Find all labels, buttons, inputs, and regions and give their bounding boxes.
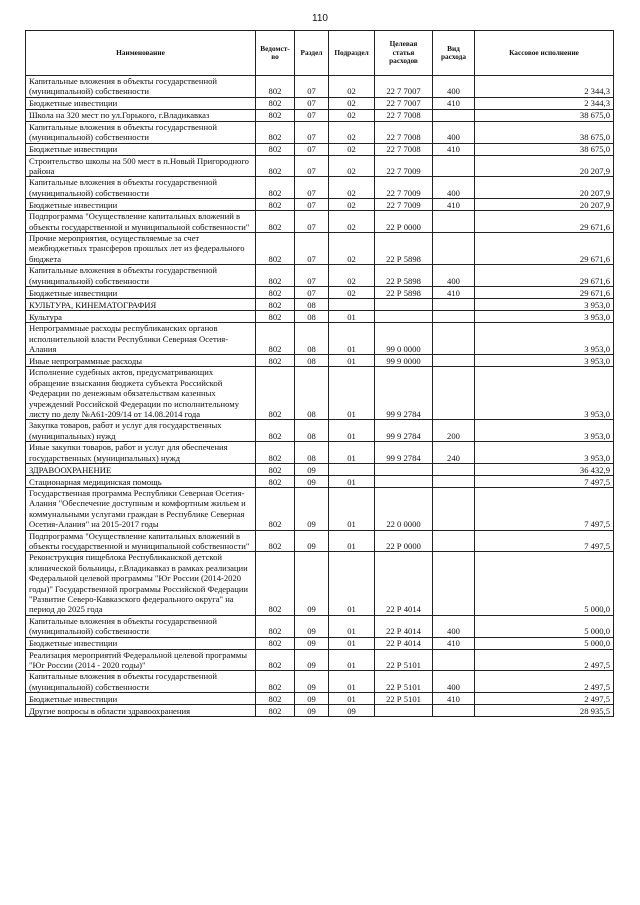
cell-cash-execution: 5 000,0	[475, 637, 614, 649]
cell-expense-type	[433, 323, 475, 355]
cell-cash-execution: 29 671,6	[475, 265, 614, 287]
header-subsection: Подраздел	[329, 31, 375, 76]
cell-subsection: 01	[329, 552, 375, 615]
cell-subsection: 01	[329, 671, 375, 693]
cell-department: 802	[256, 649, 295, 671]
cell-subsection: 02	[329, 76, 375, 98]
cell-name: Прочие мероприятия, осуществляемые за счет межбюджетных трансферов прошлых лет из федерального бюджета	[26, 233, 256, 265]
cell-section: 07	[295, 76, 329, 98]
cell-expense-type: 400	[433, 121, 475, 143]
cell-cash-execution: 7 497,5	[475, 475, 614, 487]
cell-cash-execution: 38 675,0	[475, 143, 614, 155]
table-row	[26, 693, 614, 705]
cell-target-item: 22 Р 5101	[375, 693, 433, 705]
cell-section: 08	[295, 299, 329, 311]
cell-target-item	[375, 475, 433, 487]
cell-cash-execution: 7 497,5	[475, 487, 614, 530]
cell-cash-execution: 2 344,3	[475, 76, 614, 98]
cell-subsection: 02	[329, 143, 375, 155]
cell-target-item: 99 9 2784	[375, 420, 433, 442]
cell-department: 802	[256, 530, 295, 552]
cell-expense-type	[433, 311, 475, 323]
table-row	[26, 530, 614, 552]
cell-name: Капитальные вложения в объекты государственной (муниципальной) собственности	[26, 265, 256, 287]
cell-department: 802	[256, 463, 295, 475]
cell-section: 09	[295, 552, 329, 615]
cell-name: Капитальные вложения в объекты государственной (муниципальной) собственности	[26, 615, 256, 637]
cell-subsection: 01	[329, 355, 375, 367]
cell-subsection: 01	[329, 649, 375, 671]
cell-target-item: 22 Р 5898	[375, 287, 433, 299]
budget-execution-table	[25, 30, 614, 717]
cell-expense-type: 410	[433, 97, 475, 109]
cell-expense-type: 410	[433, 199, 475, 211]
cell-department: 802	[256, 97, 295, 109]
cell-section: 08	[295, 442, 329, 464]
cell-name: Бюджетные инвестиции	[26, 637, 256, 649]
cell-name: Капитальные вложения в объекты государственной (муниципальной) собственности	[26, 121, 256, 143]
cell-name: Бюджетные инвестиции	[26, 143, 256, 155]
header-section: Раздел	[295, 31, 329, 76]
cell-subsection: 01	[329, 420, 375, 442]
cell-expense-type	[433, 299, 475, 311]
cell-department: 802	[256, 705, 295, 717]
cell-department: 802	[256, 143, 295, 155]
cell-cash-execution: 3 953,0	[475, 420, 614, 442]
cell-subsection: 01	[329, 475, 375, 487]
header-expense-type: Вид расхода	[433, 31, 475, 76]
cell-section: 07	[295, 109, 329, 121]
cell-subsection: 02	[329, 97, 375, 109]
cell-department: 802	[256, 76, 295, 98]
cell-department: 802	[256, 265, 295, 287]
cell-target-item: 22 Р 4014	[375, 637, 433, 649]
cell-expense-type: 200	[433, 420, 475, 442]
cell-target-item: 22 Р 5101	[375, 671, 433, 693]
cell-subsection: 01	[329, 530, 375, 552]
cell-expense-type	[433, 109, 475, 121]
table-row	[26, 705, 614, 717]
cell-expense-type	[433, 355, 475, 367]
cell-target-item: 99 9 2784	[375, 442, 433, 464]
cell-section: 07	[295, 211, 329, 233]
cell-expense-type	[433, 463, 475, 475]
cell-cash-execution: 2 497,5	[475, 693, 614, 705]
cell-department: 802	[256, 177, 295, 199]
cell-subsection: 01	[329, 323, 375, 355]
table-row	[26, 211, 614, 233]
cell-section: 08	[295, 420, 329, 442]
cell-section: 07	[295, 265, 329, 287]
cell-name: Капитальные вложения в объекты государственной (муниципальной) собственности	[26, 177, 256, 199]
table-body	[26, 76, 614, 717]
cell-target-item: 99 9 0000	[375, 355, 433, 367]
cell-section: 08	[295, 355, 329, 367]
table-row	[26, 323, 614, 355]
cell-section: 09	[295, 649, 329, 671]
cell-department: 802	[256, 615, 295, 637]
cell-section: 07	[295, 97, 329, 109]
cell-section: 09	[295, 530, 329, 552]
table-row	[26, 76, 614, 98]
cell-expense-type	[433, 530, 475, 552]
cell-name: Культура	[26, 311, 256, 323]
cell-subsection: 02	[329, 155, 375, 177]
cell-section: 08	[295, 367, 329, 420]
cell-subsection: 01	[329, 442, 375, 464]
cell-subsection: 01	[329, 487, 375, 530]
cell-subsection	[329, 463, 375, 475]
cell-name: Реализация мероприятий Федеральной целевой программы "Юг России (2014 - 2020 годы)"	[26, 649, 256, 671]
cell-target-item: 22 7 7009	[375, 199, 433, 211]
cell-name: Бюджетные инвестиции	[26, 287, 256, 299]
cell-expense-type	[433, 475, 475, 487]
cell-department: 802	[256, 552, 295, 615]
cell-subsection: 02	[329, 265, 375, 287]
cell-section: 07	[295, 143, 329, 155]
table-row	[26, 637, 614, 649]
page-number: 110	[312, 13, 328, 24]
cell-section: 09	[295, 475, 329, 487]
cell-subsection: 02	[329, 121, 375, 143]
table-row	[26, 287, 614, 299]
cell-section: 07	[295, 155, 329, 177]
cell-department: 802	[256, 121, 295, 143]
cell-cash-execution: 29 671,6	[475, 233, 614, 265]
cell-subsection: 02	[329, 287, 375, 299]
cell-subsection: 02	[329, 211, 375, 233]
cell-name: Иные закупки товаров, работ и услуг для обеспечения государственных (муниципальных) нужд	[26, 442, 256, 464]
cell-expense-type: 400	[433, 177, 475, 199]
cell-name: Подпрограмма "Осуществление капитальных вложений в объекты государственной и муниципальной собственности"	[26, 211, 256, 233]
cell-target-item: 22 7 7008	[375, 143, 433, 155]
cell-expense-type: 410	[433, 143, 475, 155]
cell-section: 09	[295, 487, 329, 530]
cell-expense-type	[433, 487, 475, 530]
cell-cash-execution: 20 207,9	[475, 155, 614, 177]
cell-name: Иные непрограммные расходы	[26, 355, 256, 367]
cell-target-item	[375, 463, 433, 475]
cell-department: 802	[256, 299, 295, 311]
cell-target-item	[375, 705, 433, 717]
cell-department: 802	[256, 637, 295, 649]
cell-name: ЗДРАВООХРАНЕНИЕ	[26, 463, 256, 475]
cell-cash-execution: 38 675,0	[475, 109, 614, 121]
cell-expense-type	[433, 233, 475, 265]
cell-target-item: 22 7 7008	[375, 121, 433, 143]
table-row	[26, 177, 614, 199]
cell-subsection: 02	[329, 233, 375, 265]
cell-section: 08	[295, 323, 329, 355]
cell-expense-type: 400	[433, 76, 475, 98]
cell-cash-execution: 3 953,0	[475, 323, 614, 355]
cell-target-item: 22 Р 5898	[375, 265, 433, 287]
cell-name: Строительство школы на 500 мест в п.Новый Пригородного района	[26, 155, 256, 177]
cell-section: 09	[295, 705, 329, 717]
table-row	[26, 649, 614, 671]
cell-name: Непрограммные расходы республиканских органов исполнительной власти Республики Северная Осетия-Алания	[26, 323, 256, 355]
cell-target-item: 22 Р 0000	[375, 211, 433, 233]
cell-department: 802	[256, 199, 295, 211]
cell-department: 802	[256, 355, 295, 367]
cell-target-item: 22 Р 5101	[375, 649, 433, 671]
cell-cash-execution: 20 207,9	[475, 177, 614, 199]
cell-cash-execution: 2 344,3	[475, 97, 614, 109]
cell-expense-type	[433, 705, 475, 717]
table-row	[26, 487, 614, 530]
cell-cash-execution: 3 953,0	[475, 442, 614, 464]
cell-cash-execution: 29 671,6	[475, 287, 614, 299]
cell-name: Капитальные вложения в объекты государственной (муниципальной) собственности	[26, 671, 256, 693]
table-row	[26, 199, 614, 211]
cell-expense-type: 240	[433, 442, 475, 464]
table-row	[26, 143, 614, 155]
cell-expense-type: 410	[433, 637, 475, 649]
cell-name: Бюджетные инвестиции	[26, 199, 256, 211]
cell-expense-type: 400	[433, 265, 475, 287]
cell-section: 09	[295, 671, 329, 693]
cell-name: Бюджетные инвестиции	[26, 693, 256, 705]
cell-name: КУЛЬТУРА, КИНЕМАТОГРАФИЯ	[26, 299, 256, 311]
cell-department: 802	[256, 155, 295, 177]
cell-subsection	[329, 299, 375, 311]
cell-name: Капитальные вложения в объекты государственной (муниципальной) собственности	[26, 76, 256, 98]
cell-department: 802	[256, 233, 295, 265]
table-row	[26, 121, 614, 143]
table-row	[26, 109, 614, 121]
cell-subsection: 02	[329, 199, 375, 211]
cell-department: 802	[256, 323, 295, 355]
cell-section: 09	[295, 693, 329, 705]
cell-name: Бюджетные инвестиции	[26, 97, 256, 109]
cell-section: 07	[295, 287, 329, 299]
table-row	[26, 299, 614, 311]
cell-expense-type: 400	[433, 615, 475, 637]
cell-cash-execution: 3 953,0	[475, 355, 614, 367]
cell-department: 802	[256, 287, 295, 299]
cell-cash-execution: 36 432,9	[475, 463, 614, 475]
cell-subsection: 09	[329, 705, 375, 717]
cell-section: 07	[295, 233, 329, 265]
cell-target-item	[375, 299, 433, 311]
table-row	[26, 233, 614, 265]
cell-cash-execution: 3 953,0	[475, 299, 614, 311]
cell-target-item: 22 0 0000	[375, 487, 433, 530]
cell-target-item: 22 7 7007	[375, 76, 433, 98]
header-department: Ведомст-во	[256, 31, 295, 76]
cell-expense-type	[433, 367, 475, 420]
cell-section: 07	[295, 177, 329, 199]
cell-cash-execution: 2 497,5	[475, 671, 614, 693]
cell-section: 09	[295, 463, 329, 475]
cell-department: 802	[256, 420, 295, 442]
cell-target-item: 22 Р 4014	[375, 552, 433, 615]
cell-expense-type: 410	[433, 287, 475, 299]
table-row	[26, 355, 614, 367]
cell-expense-type	[433, 649, 475, 671]
cell-cash-execution: 3 953,0	[475, 311, 614, 323]
header-target-item: Целевая статья расходов	[375, 31, 433, 76]
table-row	[26, 155, 614, 177]
cell-department: 802	[256, 311, 295, 323]
cell-expense-type	[433, 155, 475, 177]
cell-name: Реконструкция пищеблока Республиканской детской клинической больницы, г.Владикавказ в рамках реализации Федеральной целевой программы "Юг России (2014-2020 годы)" Государственной программы Российской Федерации "Развитие Северо-Кавказского федерального округа" на период до 2025 года	[26, 552, 256, 615]
cell-cash-execution: 7 497,5	[475, 530, 614, 552]
cell-expense-type: 400	[433, 671, 475, 693]
cell-name: Школа на 320 мест по ул.Горького, г.Владикавказ	[26, 109, 256, 121]
cell-cash-execution: 5 000,0	[475, 552, 614, 615]
cell-section: 08	[295, 311, 329, 323]
cell-department: 802	[256, 671, 295, 693]
table-row	[26, 615, 614, 637]
cell-section: 09	[295, 615, 329, 637]
cell-name: Подпрограмма "Осуществление капитальных вложений в объекты государственной и муниципальной собственности"	[26, 530, 256, 552]
cell-name: Стационарная медицинская помощь	[26, 475, 256, 487]
cell-cash-execution: 38 675,0	[475, 121, 614, 143]
table-row	[26, 671, 614, 693]
cell-name: Другие вопросы в области здравоохранения	[26, 705, 256, 717]
cell-expense-type	[433, 211, 475, 233]
cell-target-item: 22 7 7008	[375, 109, 433, 121]
cell-cash-execution: 28 935,5	[475, 705, 614, 717]
cell-section: 07	[295, 199, 329, 211]
header-name: Наименование	[26, 31, 256, 76]
cell-name: Исполнение судебных актов, предусматривающих обращение взыскания бюджета субъекта Российской Федерации по денежным обязательствам казенных учреждений Российской Федерации по исполнительному листу по делу №А61-209/14 от 14.08.2014 года	[26, 367, 256, 420]
cell-name: Закупка товаров, работ и услуг для государственных (муниципальных) нужд	[26, 420, 256, 442]
cell-section: 09	[295, 637, 329, 649]
table-row	[26, 420, 614, 442]
cell-expense-type: 410	[433, 693, 475, 705]
table-row	[26, 97, 614, 109]
cell-subsection: 01	[329, 311, 375, 323]
cell-target-item: 22 7 7009	[375, 177, 433, 199]
cell-subsection: 01	[329, 693, 375, 705]
cell-department: 802	[256, 109, 295, 121]
cell-target-item: 99 0 0000	[375, 323, 433, 355]
table-row	[26, 475, 614, 487]
cell-name: Государственная программа Республики Северная Осетия-Алания "Обеспечение доступным и комфортным жильем и коммунальными услугами граждан в Республике Северная Осетия-Алания" на 2015-2017 годы	[26, 487, 256, 530]
cell-target-item: 22 7 7007	[375, 97, 433, 109]
cell-subsection: 02	[329, 177, 375, 199]
cell-expense-type	[433, 552, 475, 615]
cell-target-item: 22 Р 5898	[375, 233, 433, 265]
table-header-row	[26, 31, 614, 76]
table-row	[26, 367, 614, 420]
cell-subsection: 01	[329, 615, 375, 637]
cell-target-item: 22 Р 0000	[375, 530, 433, 552]
table-row	[26, 442, 614, 464]
cell-cash-execution: 5 000,0	[475, 615, 614, 637]
table-row	[26, 463, 614, 475]
cell-cash-execution: 20 207,9	[475, 199, 614, 211]
header-cash-execution: Кассовое исполнение	[475, 31, 614, 76]
cell-department: 802	[256, 442, 295, 464]
cell-cash-execution: 2 497,5	[475, 649, 614, 671]
cell-cash-execution: 29 671,6	[475, 211, 614, 233]
cell-department: 802	[256, 475, 295, 487]
cell-target-item	[375, 311, 433, 323]
cell-target-item: 99 9 2784	[375, 367, 433, 420]
table-row	[26, 265, 614, 287]
cell-department: 802	[256, 487, 295, 530]
cell-cash-execution: 3 953,0	[475, 367, 614, 420]
table-row	[26, 311, 614, 323]
cell-department: 802	[256, 693, 295, 705]
cell-section: 07	[295, 121, 329, 143]
cell-department: 802	[256, 367, 295, 420]
cell-target-item: 22 7 7009	[375, 155, 433, 177]
cell-target-item: 22 Р 4014	[375, 615, 433, 637]
cell-subsection: 01	[329, 637, 375, 649]
table-row	[26, 552, 614, 615]
cell-subsection: 02	[329, 109, 375, 121]
cell-subsection: 01	[329, 367, 375, 420]
cell-department: 802	[256, 211, 295, 233]
